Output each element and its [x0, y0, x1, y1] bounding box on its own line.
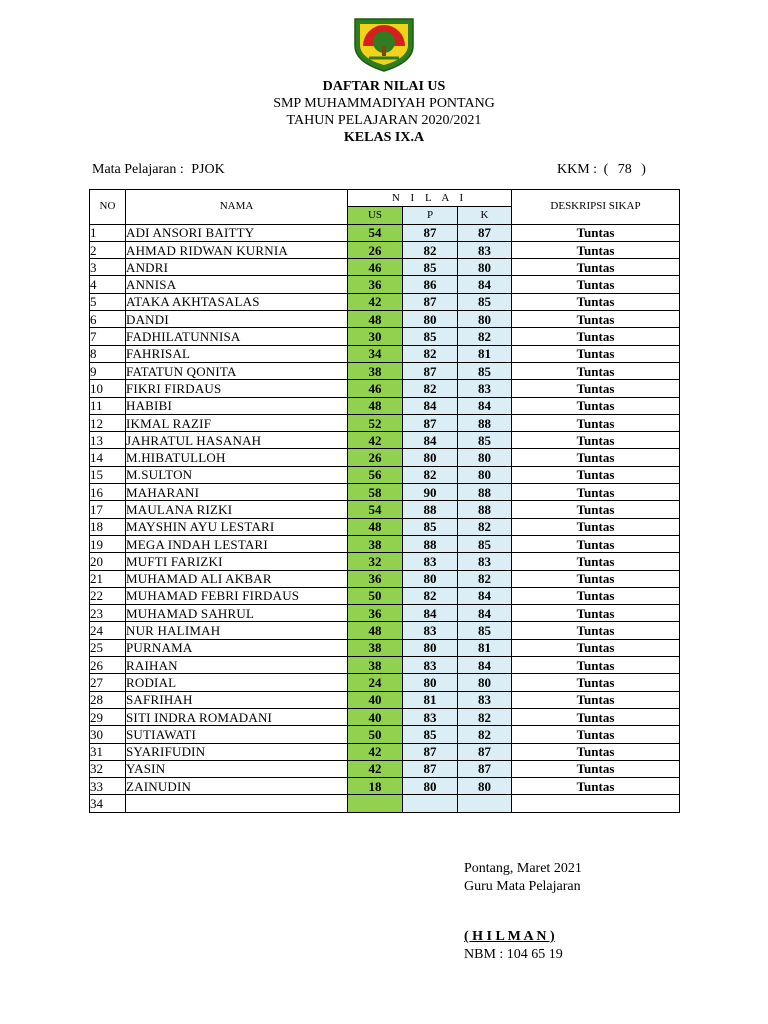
cell-k: 84 [458, 657, 512, 674]
cell-us: 36 [348, 570, 403, 587]
class-name: KELAS IX.A [343, 130, 425, 145]
table-row [90, 553, 680, 570]
table-row [90, 691, 680, 708]
cell-nama: ANDRI [126, 259, 348, 276]
table-row [90, 449, 680, 466]
cell-k [458, 795, 512, 812]
cell-no: 4 [90, 276, 126, 293]
cell-us [348, 795, 403, 812]
cell-us: 42 [348, 743, 403, 760]
cell-desk: Tuntas [512, 657, 680, 674]
cell-desk: Tuntas [512, 484, 680, 501]
cell-desk: Tuntas [512, 449, 680, 466]
cell-p: 82 [403, 587, 458, 604]
cell-nama: FIKRI FIRDAUS [126, 380, 348, 397]
header-k: K [458, 207, 512, 224]
header-nilai: N I L A I [348, 190, 512, 207]
cell-us: 46 [348, 259, 403, 276]
table-row [90, 535, 680, 552]
cell-nama: ZAINUDIN [126, 778, 348, 795]
table-row [90, 241, 680, 258]
cell-k: 82 [458, 518, 512, 535]
cell-k: 85 [458, 293, 512, 310]
cell-no: 10 [90, 380, 126, 397]
cell-us: 34 [348, 345, 403, 362]
cell-p: 84 [403, 432, 458, 449]
cell-no: 29 [90, 708, 126, 725]
cell-k: 88 [458, 414, 512, 431]
signature-nbm: NBM : 104 65 19 [464, 947, 563, 962]
table-row [90, 397, 680, 414]
cell-p: 83 [403, 657, 458, 674]
cell-k: 84 [458, 587, 512, 604]
cell-k: 85 [458, 622, 512, 639]
kkm-label: KKM : [557, 162, 598, 177]
cell-p: 87 [403, 362, 458, 379]
cell-us: 46 [348, 380, 403, 397]
cell-us: 50 [348, 587, 403, 604]
table-row [90, 708, 680, 725]
cell-nama: RAIHAN [126, 657, 348, 674]
header-p: P [403, 207, 458, 224]
cell-no: 12 [90, 414, 126, 431]
cell-k: 88 [458, 484, 512, 501]
cell-desk: Tuntas [512, 501, 680, 518]
cell-us: 26 [348, 449, 403, 466]
cell-k: 80 [458, 466, 512, 483]
table-row [90, 432, 680, 449]
cell-no: 15 [90, 466, 126, 483]
table-row [90, 501, 680, 518]
cell-k: 80 [458, 259, 512, 276]
academic-year: TAHUN PELAJARAN 2020/2021 [286, 113, 482, 128]
cell-us: 48 [348, 311, 403, 328]
cell-desk: Tuntas [512, 293, 680, 310]
cell-k: 81 [458, 345, 512, 362]
cell-nama: MUHAMAD SAHRUL [126, 605, 348, 622]
cell-k: 80 [458, 449, 512, 466]
cell-desk: Tuntas [512, 362, 680, 379]
cell-p: 84 [403, 397, 458, 414]
cell-desk: Tuntas [512, 241, 680, 258]
cell-desk: Tuntas [512, 466, 680, 483]
cell-no: 11 [90, 397, 126, 414]
kkm-open: ( [603, 162, 609, 177]
cell-desk: Tuntas [512, 414, 680, 431]
cell-nama: AHMAD RIDWAN KURNIA [126, 241, 348, 258]
cell-no: 6 [90, 311, 126, 328]
cell-nama: FADHILATUNNISA [126, 328, 348, 345]
cell-desk: Tuntas [512, 311, 680, 328]
cell-nama: SUTIAWATI [126, 726, 348, 743]
cell-no: 8 [90, 345, 126, 362]
table-row [90, 380, 680, 397]
cell-nama: ATAKA AKHTASALAS [126, 293, 348, 310]
cell-no: 2 [90, 241, 126, 258]
table-row [90, 657, 680, 674]
cell-p: 80 [403, 778, 458, 795]
subject-label: Mata Pelajaran : [92, 162, 184, 177]
table-row [90, 795, 680, 812]
cell-no: 31 [90, 743, 126, 760]
cell-us: 40 [348, 691, 403, 708]
cell-k: 81 [458, 639, 512, 656]
cell-us: 42 [348, 432, 403, 449]
cell-p: 87 [403, 293, 458, 310]
table-row [90, 743, 680, 760]
cell-k: 82 [458, 726, 512, 743]
cell-nama: MUHAMAD FEBRI FIRDAUS [126, 587, 348, 604]
cell-k: 82 [458, 708, 512, 725]
cell-no: 5 [90, 293, 126, 310]
cell-no: 22 [90, 587, 126, 604]
cell-nama [126, 795, 348, 812]
cell-us: 40 [348, 708, 403, 725]
cell-us: 48 [348, 622, 403, 639]
cell-desk: Tuntas [512, 778, 680, 795]
table-row [90, 414, 680, 431]
table-row [90, 328, 680, 345]
subject-line [92, 162, 225, 178]
cell-nama: MEGA INDAH LESTARI [126, 535, 348, 552]
cell-desk: Tuntas [512, 535, 680, 552]
header-deskripsi: DESKRIPSI SIKAP [512, 190, 680, 225]
table-row [90, 518, 680, 535]
cell-p: 80 [403, 311, 458, 328]
kkm-value: 78 [617, 162, 632, 177]
cell-k: 83 [458, 553, 512, 570]
cell-nama: YASIN [126, 760, 348, 777]
cell-p: 85 [403, 518, 458, 535]
cell-k: 80 [458, 674, 512, 691]
cell-us: 48 [348, 397, 403, 414]
cell-no: 33 [90, 778, 126, 795]
cell-nama: NUR HALIMAH [126, 622, 348, 639]
cell-p: 85 [403, 259, 458, 276]
cell-desk: Tuntas [512, 570, 680, 587]
table-row [90, 726, 680, 743]
cell-nama: IKMAL RAZIF [126, 414, 348, 431]
cell-no: 26 [90, 657, 126, 674]
cell-desk: Tuntas [512, 708, 680, 725]
cell-p: 87 [403, 224, 458, 241]
cell-us: 26 [348, 241, 403, 258]
signature-name: ( H I L M A N ) [464, 929, 555, 944]
cell-no: 17 [90, 501, 126, 518]
cell-p: 80 [403, 449, 458, 466]
cell-no: 30 [90, 726, 126, 743]
cell-k: 83 [458, 380, 512, 397]
cell-nama: MAHARANI [126, 484, 348, 501]
cell-desk: Tuntas [512, 743, 680, 760]
cell-p: 90 [403, 484, 458, 501]
cell-p: 80 [403, 674, 458, 691]
cell-us: 42 [348, 760, 403, 777]
cell-p: 82 [403, 380, 458, 397]
cell-nama: HABIBI [126, 397, 348, 414]
cell-p: 84 [403, 605, 458, 622]
table-row [90, 293, 680, 310]
document-title: DAFTAR NILAI US [322, 79, 446, 94]
table-row [90, 570, 680, 587]
cell-nama: SYARIFUDIN [126, 743, 348, 760]
cell-no: 13 [90, 432, 126, 449]
table-row [90, 311, 680, 328]
cell-desk: Tuntas [512, 639, 680, 656]
cell-p: 83 [403, 622, 458, 639]
cell-desk: Tuntas [512, 432, 680, 449]
cell-p: 82 [403, 345, 458, 362]
cell-desk: Tuntas [512, 553, 680, 570]
cell-k: 87 [458, 224, 512, 241]
cell-desk: Tuntas [512, 259, 680, 276]
school-emblem-icon [351, 16, 417, 72]
cell-p [403, 795, 458, 812]
cell-us: 32 [348, 553, 403, 570]
signature-role: Guru Mata Pelajaran [464, 879, 581, 894]
grade-table-body [90, 224, 680, 812]
cell-us: 52 [348, 414, 403, 431]
cell-p: 88 [403, 501, 458, 518]
cell-p: 87 [403, 414, 458, 431]
cell-desk [512, 795, 680, 812]
cell-k: 84 [458, 276, 512, 293]
cell-nama: ADI ANSORI BAITTY [126, 224, 348, 241]
table-row [90, 362, 680, 379]
cell-desk: Tuntas [512, 726, 680, 743]
cell-nama: PURNAMA [126, 639, 348, 656]
table-row [90, 622, 680, 639]
cell-nama: MAYSHIN AYU LESTARI [126, 518, 348, 535]
cell-us: 18 [348, 778, 403, 795]
table-row [90, 224, 680, 241]
header-nama: NAMA [126, 190, 348, 225]
cell-us: 38 [348, 639, 403, 656]
cell-p: 83 [403, 708, 458, 725]
cell-desk: Tuntas [512, 224, 680, 241]
table-row [90, 760, 680, 777]
cell-nama: FAHRISAL [126, 345, 348, 362]
cell-nama: MAULANA RIZKI [126, 501, 348, 518]
cell-desk: Tuntas [512, 518, 680, 535]
cell-no: 9 [90, 362, 126, 379]
cell-nama: JAHRATUL HASANAH [126, 432, 348, 449]
cell-desk: Tuntas [512, 605, 680, 622]
cell-p: 82 [403, 241, 458, 258]
cell-us: 48 [348, 518, 403, 535]
cell-k: 84 [458, 397, 512, 414]
cell-no: 14 [90, 449, 126, 466]
cell-k: 85 [458, 362, 512, 379]
cell-us: 38 [348, 535, 403, 552]
table-row [90, 639, 680, 656]
cell-no: 3 [90, 259, 126, 276]
cell-desk: Tuntas [512, 760, 680, 777]
kkm-line [557, 162, 646, 178]
table-row [90, 345, 680, 362]
cell-p: 80 [403, 639, 458, 656]
cell-no: 32 [90, 760, 126, 777]
cell-us: 56 [348, 466, 403, 483]
cell-k: 83 [458, 691, 512, 708]
cell-p: 85 [403, 328, 458, 345]
table-row [90, 276, 680, 293]
cell-k: 85 [458, 432, 512, 449]
cell-nama: M.HIBATULLOH [126, 449, 348, 466]
cell-k: 82 [458, 328, 512, 345]
cell-no: 23 [90, 605, 126, 622]
table-row [90, 259, 680, 276]
cell-desk: Tuntas [512, 674, 680, 691]
cell-p: 87 [403, 743, 458, 760]
cell-desk: Tuntas [512, 622, 680, 639]
table-row [90, 587, 680, 604]
cell-k: 82 [458, 570, 512, 587]
cell-no: 18 [90, 518, 126, 535]
cell-k: 80 [458, 311, 512, 328]
cell-p: 82 [403, 466, 458, 483]
header-us: US [348, 207, 403, 224]
cell-desk: Tuntas [512, 587, 680, 604]
cell-nama: FATATUN QONITA [126, 362, 348, 379]
table-row [90, 778, 680, 795]
table-row [90, 466, 680, 483]
cell-nama: DANDI [126, 311, 348, 328]
cell-us: 54 [348, 224, 403, 241]
cell-us: 38 [348, 362, 403, 379]
cell-desk: Tuntas [512, 397, 680, 414]
cell-us: 36 [348, 276, 403, 293]
kkm-close: ) [641, 162, 646, 177]
cell-no: 7 [90, 328, 126, 345]
cell-no: 27 [90, 674, 126, 691]
cell-p: 81 [403, 691, 458, 708]
cell-desk: Tuntas [512, 345, 680, 362]
cell-nama: SITI INDRA ROMADANI [126, 708, 348, 725]
cell-p: 88 [403, 535, 458, 552]
cell-p: 80 [403, 570, 458, 587]
grade-table [89, 189, 680, 813]
cell-nama: MUHAMAD ALI AKBAR [126, 570, 348, 587]
cell-nama: ANNISA [126, 276, 348, 293]
cell-no: 16 [90, 484, 126, 501]
cell-no: 21 [90, 570, 126, 587]
cell-us: 30 [348, 328, 403, 345]
cell-nama: RODIAL [126, 674, 348, 691]
cell-k: 87 [458, 760, 512, 777]
cell-desk: Tuntas [512, 380, 680, 397]
cell-us: 58 [348, 484, 403, 501]
cell-us: 42 [348, 293, 403, 310]
subject-value: PJOK [191, 162, 225, 177]
cell-k: 87 [458, 743, 512, 760]
cell-nama: M.SULTON [126, 466, 348, 483]
cell-no: 25 [90, 639, 126, 656]
cell-desk: Tuntas [512, 328, 680, 345]
cell-nama: MUFTI FARIZKI [126, 553, 348, 570]
cell-no: 28 [90, 691, 126, 708]
table-row [90, 674, 680, 691]
cell-p: 83 [403, 553, 458, 570]
cell-p: 85 [403, 726, 458, 743]
cell-no: 34 [90, 795, 126, 812]
cell-nama: SAFRIHAH [126, 691, 348, 708]
cell-us: 24 [348, 674, 403, 691]
cell-no: 24 [90, 622, 126, 639]
cell-us: 50 [348, 726, 403, 743]
cell-us: 54 [348, 501, 403, 518]
cell-us: 36 [348, 605, 403, 622]
signature-place-date: Pontang, Maret 2021 [464, 861, 582, 876]
cell-desk: Tuntas [512, 691, 680, 708]
cell-k: 80 [458, 778, 512, 795]
table-row [90, 605, 680, 622]
school-name: SMP MUHAMMADIYAH PONTANG [273, 96, 495, 111]
cell-k: 83 [458, 241, 512, 258]
cell-k: 85 [458, 535, 512, 552]
cell-no: 1 [90, 224, 126, 241]
cell-k: 88 [458, 501, 512, 518]
cell-us: 38 [348, 657, 403, 674]
cell-no: 19 [90, 535, 126, 552]
table-row [90, 484, 680, 501]
cell-k: 84 [458, 605, 512, 622]
cell-no: 20 [90, 553, 126, 570]
cell-desk: Tuntas [512, 276, 680, 293]
cell-p: 86 [403, 276, 458, 293]
header-no: NO [90, 190, 126, 225]
cell-p: 87 [403, 760, 458, 777]
